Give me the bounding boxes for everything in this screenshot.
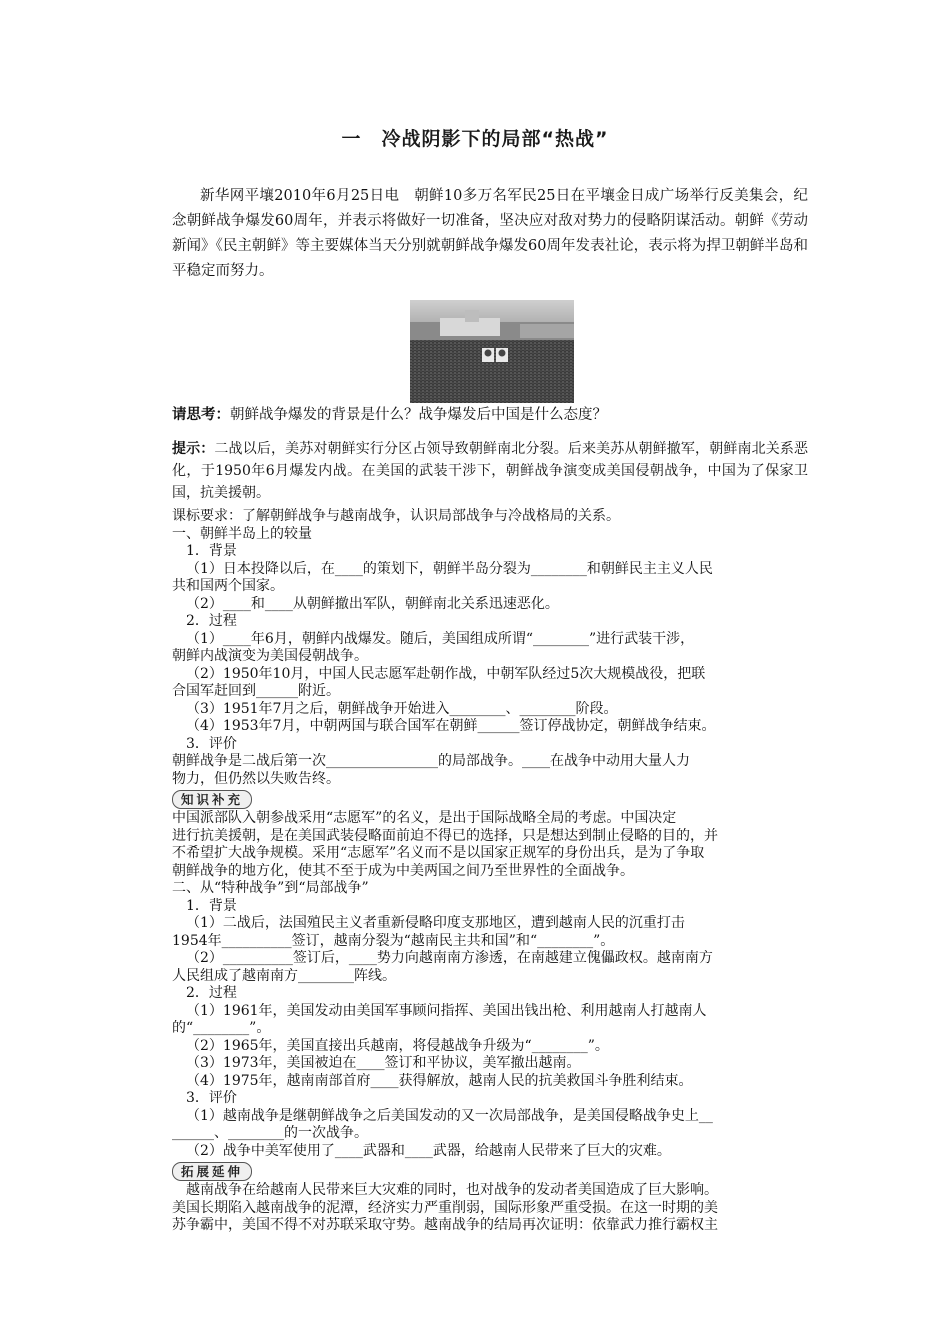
text-line: （1）越南战争是继朝鲜战争之后美国发动的又一次局部战争，是美国侵略战争史上__ — [186, 1107, 713, 1124]
subheading: 1．背景 — [186, 543, 237, 559]
text-line: 物力，但仍然以失败告终。 — [172, 770, 340, 787]
text-line: 课标要求：了解朝鲜战争与越南战争，认识局部战争与冷战格局的关系。 — [172, 508, 620, 524]
intro-paragraph — [172, 184, 808, 284]
extension-line: 美国长期陷入越南战争的泥潭，经济实力严重削弱，国际形象严重受损。在这一时期的美 — [172, 1199, 718, 1216]
text-line: （2）____和____从朝鲜撤出军队，朝鲜南北关系迅速恶化。 — [186, 595, 559, 612]
subheading: 3．评价 — [186, 735, 237, 752]
badge-label: 拓展延伸 — [172, 1162, 252, 1181]
text-line: （2）__________签订后，____势力向越南南方渗透，在南越建立傀儡政权。越南南方 — [186, 950, 713, 966]
supplement-line: 进行抗美援朝，是在美国武装侵略面前迫不得已的选择，只是想达到制止侵略的目的，并 — [172, 827, 718, 844]
text-line: （2）1965年，美国直接出兵越南，将侵越战争升级为“________”。 — [186, 1037, 609, 1054]
hint-paragraph — [172, 438, 808, 504]
knowledge-supplement-badge — [172, 788, 808, 810]
text-line: 朝鲜战争是二战后第一次________________的局部战争。____在战争中动用大量人力 — [172, 753, 690, 769]
subheading: 2．过程 — [186, 985, 237, 1001]
extension-line: 越南战争在给越南人民带来巨大灾难的同时，也对战争的发动者美国造成了巨大影响。 — [186, 1182, 718, 1198]
subheading: 1．背景 — [186, 897, 237, 914]
text-line: （3）1973年，美国被迫在____签订和平协议，美军撤出越南。 — [186, 1055, 581, 1071]
section-heading: 一、朝鲜半岛上的较量 — [172, 525, 312, 542]
text-line: 的“________”。 — [172, 1020, 271, 1036]
think-label: 请思考： — [172, 407, 230, 423]
text-line: 共和国两个国家。 — [172, 578, 284, 594]
rally-photo — [410, 300, 574, 403]
hint-label: 提示： — [172, 441, 215, 457]
page-title: 一 冷战阴影下的局部“热战” — [341, 128, 609, 150]
text-line: （3）1951年7月之后，朝鲜战争开始进入________、________阶段。 — [186, 700, 618, 717]
worksheet-body — [172, 508, 808, 1235]
text-line: （1）1961年，美国发动由美国军事顾问指挥、美国出钱出枪、利用越南人打越南人 — [186, 1002, 707, 1019]
hint-text: 二战以后，美苏对朝鲜实行分区占领导致朝鲜南北分裂。后来美苏从朝鲜撤军，朝鲜南北关系恶化，于1950年6月爆发内战。在美国的武装干涉下，朝鲜战争演变成美国侵朝战争，中国为了保家卫国，抗美援朝。 — [172, 441, 809, 501]
text-line: 人民组成了越南南方________阵线。 — [172, 967, 396, 984]
badge-label: 知识补充 — [172, 790, 252, 809]
text-line: 朝鲜内战演变为美国侵朝战争。 — [172, 648, 368, 664]
text-line: （1）日本投降以后，在____的策划下，朝鲜半岛分裂为________和朝鲜民主主义人民 — [186, 560, 713, 577]
intro-text: 新华网平壤2010年6月25日电 朝鲜10多万名军民25日在平壤金日成广场举行反美集会，纪念朝鲜战争爆发60周年，并表示将做好一切准备，坚决应对敌对势力的侵略阴谋活动。朝鲜《劳动新闻》《民主朝鲜》等主要媒体当天分别就朝鲜战争爆发60周年发表社论，表示将为捍卫朝鲜半岛和平稳定而努力。 — [172, 188, 808, 279]
subheading: 3．评价 — [186, 1090, 237, 1106]
supplement-line: 不希望扩大战争规模。采用“志愿军”名义而不是以国家正规军的身份出兵，是为了争取 — [172, 845, 705, 861]
think-question — [172, 404, 808, 426]
text-line: 1954年__________签订，越南分裂为“越南民主共和国”和“________”。 — [172, 932, 615, 949]
text-line: （4）1953年7月，中朝两国与联合国军在朝鲜______签订停战协定，朝鲜战争结束。 — [186, 718, 716, 734]
subheading: 2．过程 — [186, 613, 237, 629]
text-line: （1）____年6月，朝鲜内战爆发。随后，美国组成所谓“________”进行武装干涉， — [186, 630, 695, 647]
extension-line: 苏争霸中，美国不得不对苏联采取守势。越南战争的结局再次证明：依靠武力推行霸权主 — [172, 1217, 718, 1233]
rally-photo-image — [410, 300, 574, 403]
supplement-line: 中国派部队入朝参战采用“志愿军”的名义，是出于国际战略全局的考虑。中国决定 — [172, 810, 677, 826]
text-line: ______、________的一次战争。 — [172, 1125, 368, 1141]
text-line: 合国军赶回到______附近。 — [172, 683, 340, 699]
supplement-line: 朝鲜战争的地方化，使其不至于成为中美两国之间乃至世界性的全面战争。 — [172, 862, 634, 879]
section-heading: 二、从“特种战争”到“局部战争” — [172, 880, 369, 896]
think-text: 朝鲜战争爆发的背景是什么？战争爆发后中国是什么态度？ — [230, 407, 607, 423]
text-line: （1）二战后，法国殖民主义者重新侵略印度支那地区，遭到越南人民的沉重打击 — [186, 915, 685, 931]
text-line: （2）1950年10月，中国人民志愿军赴朝作战，中朝军队经过5次大规模战役，把联 — [186, 665, 706, 682]
text-line: （2）战争中美军使用了____武器和____武器，给越南人民带来了巨大的灾难。 — [186, 1142, 671, 1159]
text-line: （4）1975年，越南南部首府____获得解放，越南人民的抗美救国斗争胜利结束。 — [186, 1072, 693, 1089]
extension-badge — [172, 1160, 808, 1182]
